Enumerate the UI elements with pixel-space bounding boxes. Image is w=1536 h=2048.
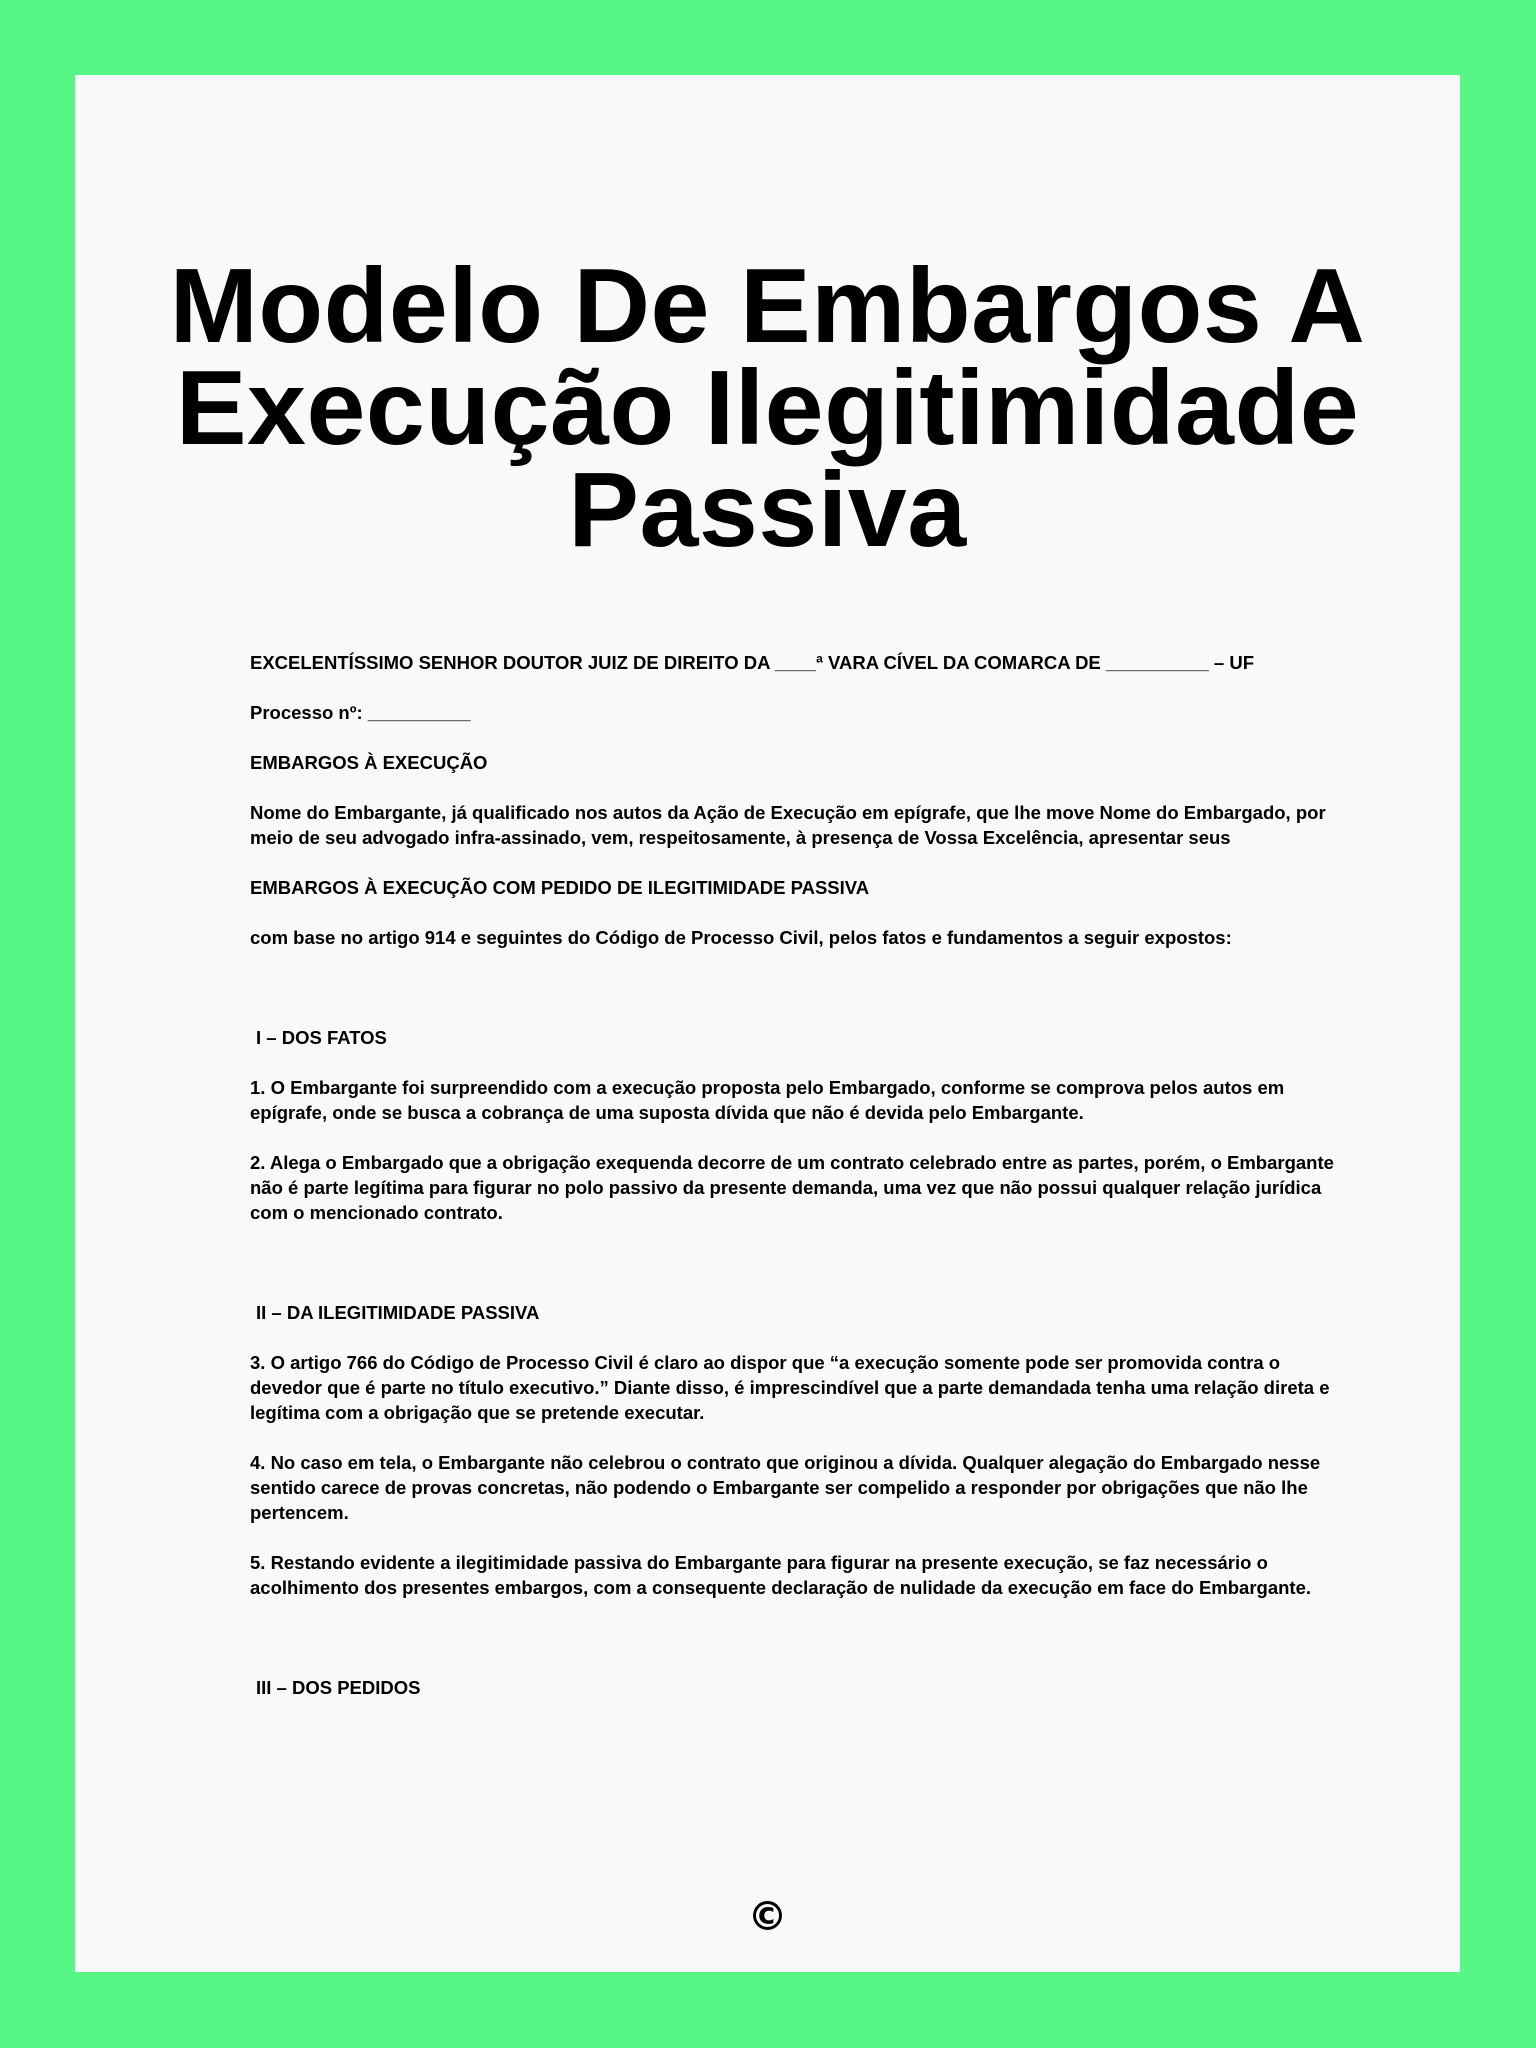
numbered-paragraph: 4. No caso em tela, o Embargante não celebrou o contrato que originou a dívida. Qualquer alegação do Embargado nesse sentido carece de provas concretas, não podendo o Embargante ser compelido a responder por obrigações que não lhe pertencem. [250,1452,1321,1523]
section-heading-illegitimacy: II – DA ILEGITIMIDADE PASSIVA [256,1302,540,1323]
numbered-paragraph: 3. O artigo 766 do Código de Processo Civil é claro ao dispor que “a execução somente pode ser promovida contra o devedor que é parte no título executivo.” Diante disso, é imprescindível que a parte demandada tenha uma relação direta e legítima com a obrigação que se pretende executar. [250,1352,1330,1423]
intro-paragraph: Nome do Embargante, já qualificado nos autos da Ação de Execução em epígrafe, que lhe move Nome do Embargado, por meio de seu advogado infra-assinado, vem, respeitosamente, à presença de Vossa Excelência, apresentar seus [250,802,1326,848]
section-heading-facts: I – DOS FATOS [256,1027,387,1048]
document-title [75,247,1460,569]
numbered-paragraph: 1. O Embargante foi surpreendido com a execução proposta pelo Embargado, conforme se comprova pelos autos em epígrafe, onde se busca a cobrança de uma suposta dívida que não é devida pelo Embargante. [250,1077,1285,1123]
addressee-paragraph: EXCELENTÍSSIMO SENHOR DOUTOR JUIZ DE DIREITO DA ____ª VARA CÍVEL DA COMARCA DE __________ – UF [250,652,1255,673]
numbered-paragraph: 5. Restando evidente a ilegitimidade passiva do Embargante para figurar na presente execução, se faz necessário o acolhimento dos presentes embargos, com a consequente declaração de nulidade da execução em face do Embargante. [250,1552,1312,1598]
document-body [250,650,1350,1725]
title-line: Passiva [568,451,967,569]
numbered-paragraph: 2. Alega o Embargado que a obrigação exequenda decorre de um contrato celebrado entre as partes, porém, o Embargante não é parte legítima para figurar no polo passivo da presente demanda, uma vez que não possui qualquer relação jurídica com o mencionado contrato. [250,1152,1334,1223]
copyright-symbol: © [747,1894,788,1940]
document-type-heading: EMBARGOS À EXECUÇÃO [250,752,488,773]
document-page [75,75,1460,1972]
petition-heading: EMBARGOS À EXECUÇÃO COM PEDIDO DE ILEGITIMIDADE PASSIVA [250,877,870,898]
section-heading-requests: III – DOS PEDIDOS [256,1677,421,1698]
title-line: Execução Ilegitimidade [175,349,1360,467]
legal-basis-paragraph: com base no artigo 914 e seguintes do Código de Processo Civil, pelos fatos e fundamentos a seguir expostos: [250,927,1232,948]
title-line: Modelo De Embargos A [169,247,1366,365]
process-number: Processo nº: __________ [250,702,471,723]
